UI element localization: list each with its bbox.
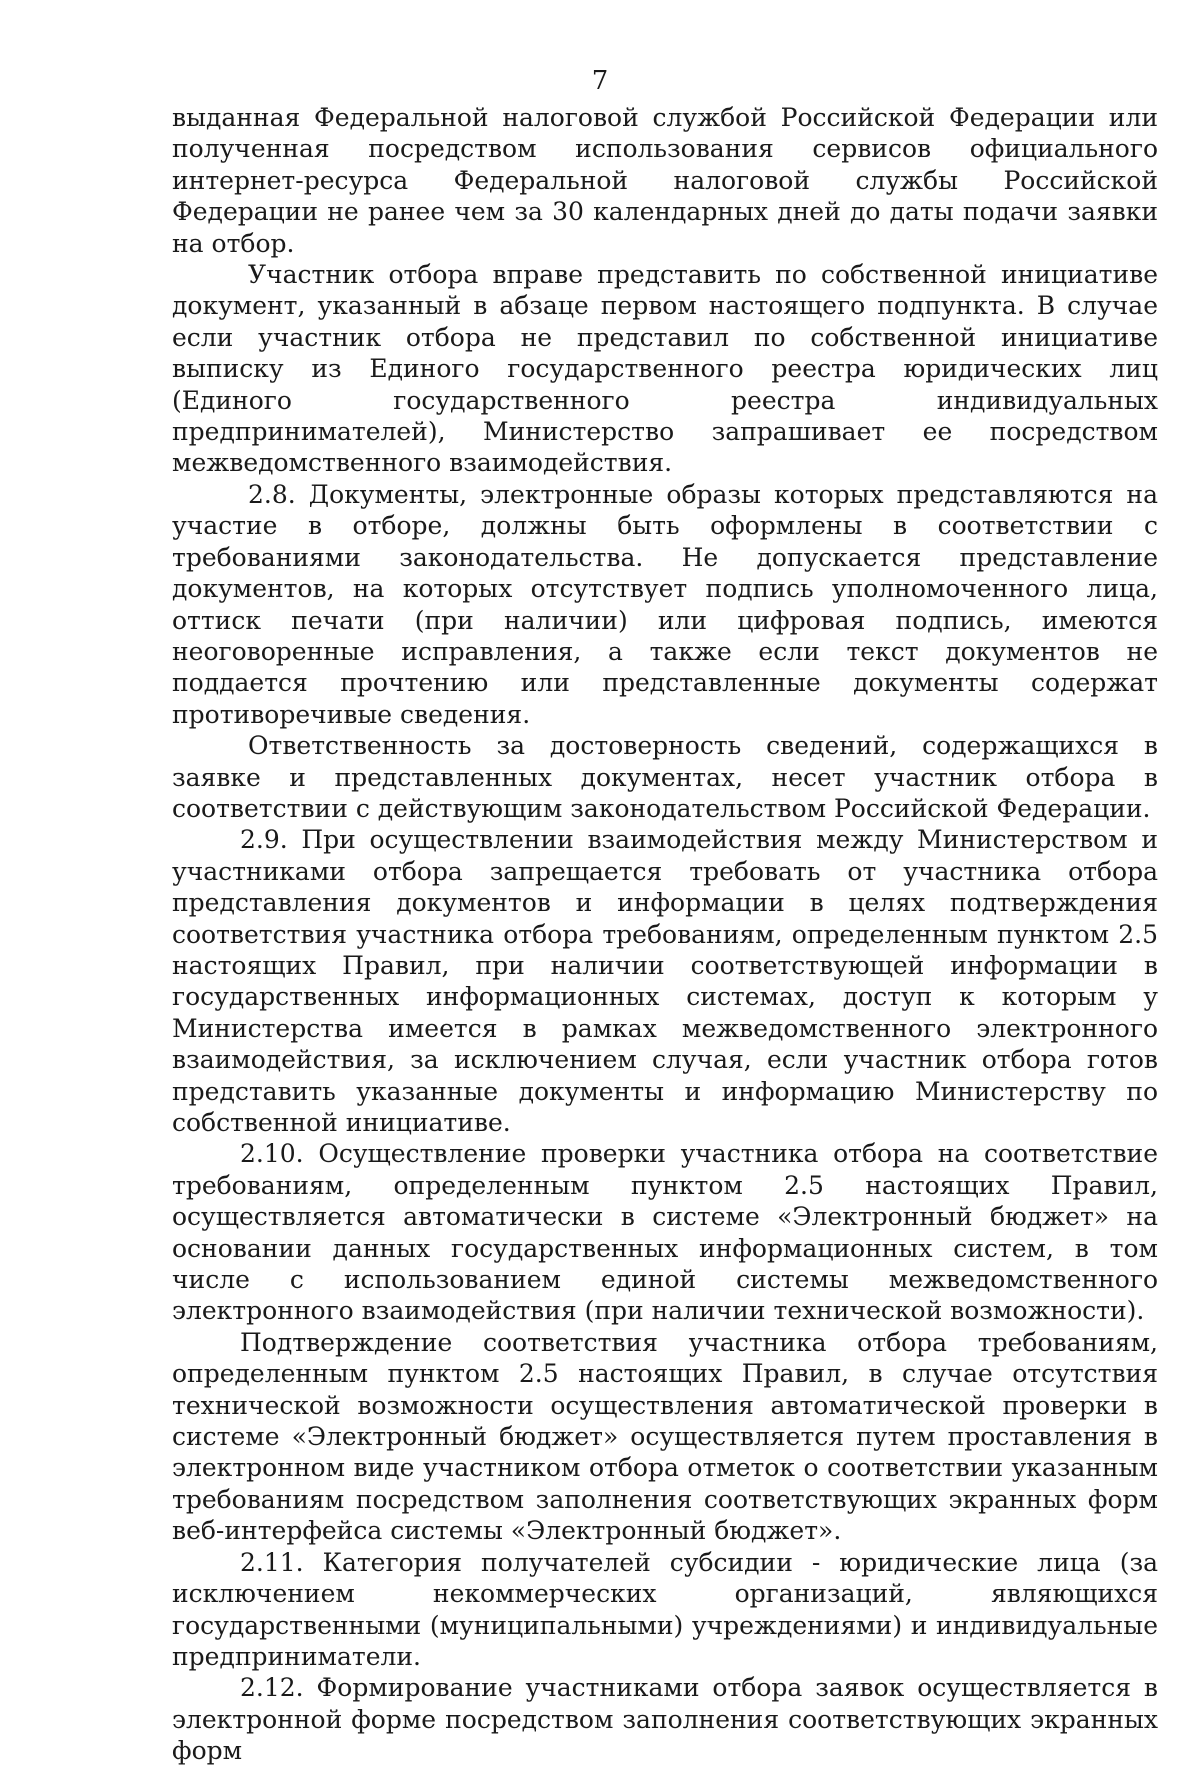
paragraph-participant-right: Участник отбора вправе представить по собственной инициативе документ, указанный в абзаце первом настоящего подпункта. В случае если участник отбора не представил по собственной инициативе выписку из Единого государственного реестра юридических лиц (Единого государственного реестра индивидуальных предпринимателей), Министерство запрашивает ее посредством межведомственного взаимодействия. — [172, 260, 1158, 478]
paragraph-continuation: выданная Федеральной налоговой службой Российской Федерации или полученная посредством использования сервисов официального интернет-ресурса Федеральной налоговой службы Российской Федерации не ранее чем за 30 календарных дней до даты подачи заявки на отбор. — [172, 103, 1158, 258]
document-body — [172, 102, 1158, 1767]
page-number: 7 — [591, 66, 609, 96]
paragraph-2-11: 2.11. Категория получателей субсидии - юридические лица (за исключением некоммерческих организаций, являющихся государственными (муниципальными) учреждениями) и индивидуальные предприниматели. — [172, 1547, 1158, 1671]
paragraph-2-10: 2.10. Осуществление проверки участника отбора на соответствие требованиям, определенным пунктом 2.5 настоящих Правил, осуществляется автоматически в системе «Электронный бюджет» на основании данных государственных информационных систем, в том числе с использованием единой системы межведомственного электронного взаимодействия (при наличии технической возможности). — [172, 1139, 1158, 1326]
paragraph-confirmation: Подтверждение соответствия участника отбора требованиям, определенным пунктом 2.5 настоящих Правил, в случае отсутствия технической возможности осуществления автоматической проверки в системе «Электронный бюджет» осуществляется путем проставления в электронном виде участником отбора отметок о соответствии указанным требованиям посредством заполнения соответствующих экранных форм веб-интерфейса системы «Электронный бюджет». — [172, 1327, 1158, 1546]
paragraph-responsibility: Ответственность за достоверность сведений, содержащихся в заявке и представленных документах, несет участник отбора в соответствии с действующим законодательством Российской Федерации. — [172, 731, 1158, 823]
paragraph-2-8: 2.8. Документы, электронные образы которых представляются на участие в отборе, должны быть оформлены в соответствии с требованиями законодательства. Не допускается представление документов, на которых отсутствует подпись уполномоченного лица, оттиск печати (при наличии) или цифровая подпись, имеются неоговоренные исправления, а также если текст документов не поддается прочтению или представленные документы содержат противоречивые сведения. — [172, 479, 1158, 729]
paragraph-2-9: 2.9. При осуществлении взаимодействия между Министерством и участниками отбора запрещается требовать от участника отбора представления документов и информации в целях подтверждения соответствия участника отбора требованиям, определенным пунктом 2.5 настоящих Правил, при наличии соответствующей информации в государственных информационных системах, доступ к которым у Министерства имеется в рамках межведомственного электронного взаимодействия, за исключением случая, если участник отбора готов представить указанные документы и информацию Министерству по собственной инициативе. — [172, 825, 1158, 1137]
paragraph-2-12: 2.12. Формирование участниками отбора заявок осуществляется в электронной форме посредством заполнения соответствующих экранных форм — [172, 1673, 1158, 1766]
